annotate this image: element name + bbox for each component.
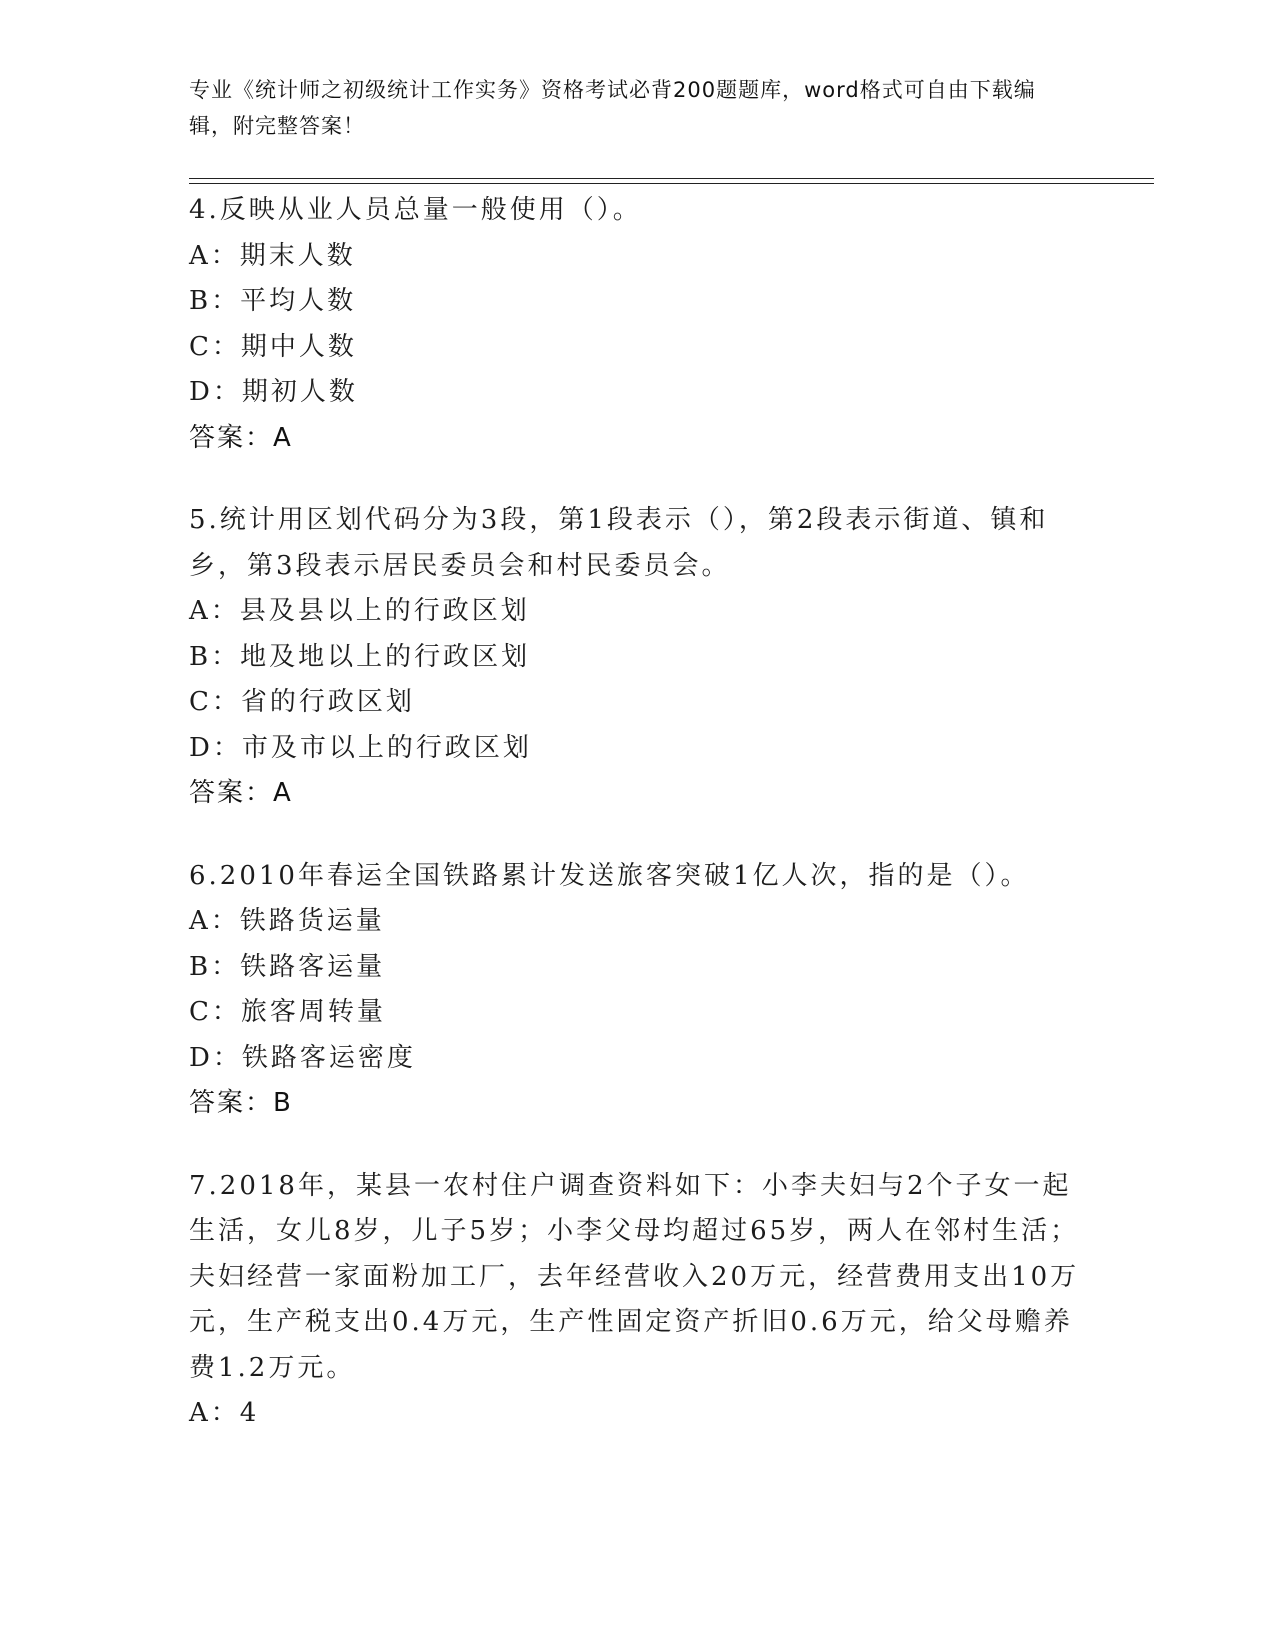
option-d: D：市及市以上的行政区划 bbox=[189, 732, 532, 763]
option-a: A：期末人数 bbox=[189, 240, 356, 271]
option-b: B：地及地以上的行政区划 bbox=[189, 641, 531, 672]
option-c: C：旅客周转量 bbox=[189, 997, 386, 1027]
option-d: D：铁路客运密度 bbox=[189, 1042, 416, 1073]
header-text: 专业《统计师之初级统计工作实务》资格考试必背200题题库，word格式可自由下载编辑，附完整答案！ bbox=[189, 78, 1036, 138]
question-stem: 5.统计用区划代码分为3段，第1段表示（），第2段表示街道、镇和乡，第3段表示居民委员会和村民委员会。 bbox=[189, 505, 1049, 581]
answer-label: 答案：B bbox=[189, 1088, 293, 1118]
question-stem: 7.2018年，某县一农村住户调查资料如下：小李夫妇与2个子女一起生活，女儿8岁，儿子5岁；小李父母均超过65岁，两人在邻村生活；夫妇经营一家面粉加工厂，去年经营收入20万元，经营费用支出10万元，生产税支出0.4万元，生产性固定资产折旧0.6万元，给父母赡养费1.2万元。 bbox=[189, 1170, 1080, 1383]
answer-label: 答案：A bbox=[189, 422, 293, 453]
option-b: B：平均人数 bbox=[189, 286, 357, 316]
option-a: A：县及县以上的行政区划 bbox=[189, 596, 530, 626]
option-c: C：省的行政区划 bbox=[189, 687, 415, 717]
option-b: B：铁路客运量 bbox=[189, 951, 386, 982]
question-list bbox=[189, 188, 1089, 1474]
header-divider-secondary bbox=[189, 183, 1154, 184]
option-c: C：期中人数 bbox=[189, 331, 357, 362]
option-a: A：4 bbox=[189, 1398, 260, 1428]
option-a: A：铁路货运量 bbox=[189, 906, 385, 936]
question-stem: 6.2010年春运全国铁路累计发送旅客突破1亿人次，指的是（）。 bbox=[189, 860, 1030, 891]
answer-label: 答案：A bbox=[189, 778, 293, 808]
document-header bbox=[189, 72, 1069, 144]
header-divider bbox=[189, 178, 1154, 179]
question-5 bbox=[189, 498, 1089, 817]
option-d: D：期初人数 bbox=[189, 377, 358, 407]
question-stem: 4.反映从业人员总量一般使用（）。 bbox=[189, 195, 642, 225]
question-7 bbox=[189, 1164, 1089, 1437]
question-4 bbox=[189, 188, 1089, 461]
question-6 bbox=[189, 854, 1089, 1127]
